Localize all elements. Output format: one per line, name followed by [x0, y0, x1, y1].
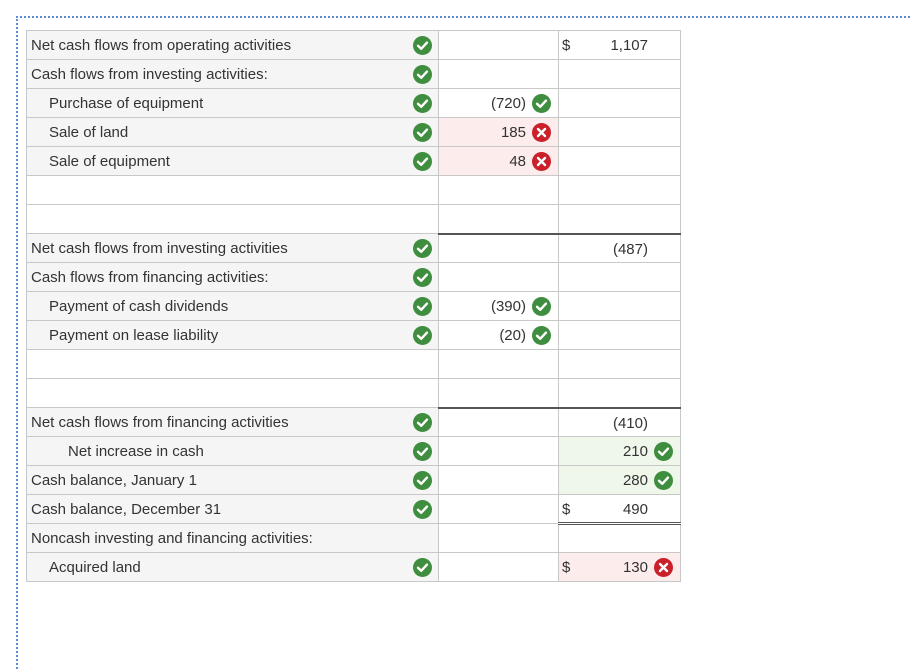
- account-label-cell[interactable]: [27, 118, 439, 147]
- account-label: Acquired land: [49, 558, 141, 576]
- total-amount: 210: [622, 443, 648, 460]
- total-amount: 1,107: [610, 37, 648, 54]
- table-row: [27, 234, 681, 263]
- table-row: [27, 495, 681, 524]
- detail-amount: 185: [500, 124, 526, 141]
- check-circle-icon: [532, 326, 551, 345]
- detail-amount-cell[interactable]: [439, 350, 559, 379]
- x-circle-icon: [532, 123, 551, 142]
- detail-amount-cell[interactable]: [439, 379, 559, 408]
- account-label-cell[interactable]: [27, 321, 439, 350]
- check-circle-icon: [413, 558, 432, 577]
- detail-amount-cell[interactable]: [439, 466, 559, 495]
- account-label: Cash balance, January 1: [31, 471, 197, 489]
- detail-amount-cell[interactable]: [439, 437, 559, 466]
- total-amount: 280: [622, 472, 648, 489]
- total-amount: (410): [612, 414, 648, 432]
- dollar-sign: $: [562, 559, 571, 576]
- total-amount-cell[interactable]: [559, 60, 681, 89]
- total-amount-cell[interactable]: [559, 466, 681, 495]
- table-row: [27, 205, 681, 234]
- detail-amount: (720): [490, 95, 526, 112]
- table-row: [27, 176, 681, 205]
- account-label-cell[interactable]: [27, 234, 439, 263]
- detail-amount-cell[interactable]: [439, 292, 559, 321]
- detail-amount-cell[interactable]: [439, 495, 559, 524]
- check-circle-icon: [532, 94, 551, 113]
- detail-amount-cell[interactable]: [439, 89, 559, 118]
- table-row: [27, 437, 681, 466]
- total-amount: 130: [622, 559, 648, 576]
- account-label: Purchase of equipment: [49, 94, 204, 112]
- check-circle-icon: [413, 36, 432, 55]
- account-label-cell[interactable]: [27, 350, 439, 379]
- table-row: [27, 321, 681, 350]
- detail-amount-cell[interactable]: [439, 408, 559, 437]
- check-circle-icon: [413, 471, 432, 490]
- check-circle-icon: [413, 239, 432, 258]
- account-label-cell[interactable]: [27, 176, 439, 205]
- account-label: Payment of cash dividends: [49, 297, 229, 315]
- account-label: Cash flows from financing activities:: [31, 268, 269, 286]
- account-label-cell[interactable]: [27, 379, 439, 408]
- table-row: [27, 263, 681, 292]
- total-amount-cell[interactable]: [559, 408, 681, 437]
- table-row: [27, 408, 681, 437]
- detail-amount-cell[interactable]: [439, 176, 559, 205]
- table-row: [27, 89, 681, 118]
- detail-amount-cell[interactable]: [439, 31, 559, 60]
- detail-amount-cell[interactable]: [439, 234, 559, 263]
- account-label-cell[interactable]: [27, 495, 439, 524]
- total-amount-cell[interactable]: [559, 321, 681, 350]
- table-row: [27, 553, 681, 582]
- total-amount-cell[interactable]: [559, 89, 681, 118]
- check-circle-icon: [413, 65, 432, 84]
- total-amount-cell[interactable]: [559, 350, 681, 379]
- total-amount-cell[interactable]: [559, 118, 681, 147]
- detail-amount-cell[interactable]: [439, 205, 559, 234]
- check-circle-icon: [532, 297, 551, 316]
- check-circle-icon: [413, 94, 432, 113]
- total-amount-cell[interactable]: [559, 176, 681, 205]
- account-label: Net increase in cash: [68, 442, 204, 460]
- account-label-cell[interactable]: [27, 263, 439, 292]
- check-circle-icon: [413, 442, 432, 461]
- detail-amount: (390): [490, 298, 526, 315]
- account-label: Sale of land: [49, 123, 129, 141]
- cash-flow-statement-table: [26, 30, 681, 582]
- detail-amount-cell[interactable]: [439, 147, 559, 176]
- account-label-cell[interactable]: [27, 466, 439, 495]
- detail-amount-cell[interactable]: [439, 524, 559, 553]
- x-circle-icon: [532, 152, 551, 171]
- account-label-cell[interactable]: [27, 292, 439, 321]
- account-label: Payment on lease liability: [49, 326, 219, 344]
- total-amount-cell[interactable]: [559, 147, 681, 176]
- check-circle-icon: [413, 152, 432, 171]
- table-row: [27, 466, 681, 495]
- table-row: [27, 60, 681, 89]
- detail-amount: 48: [509, 153, 526, 170]
- table-row: [27, 350, 681, 379]
- total-amount-cell[interactable]: [559, 234, 681, 263]
- x-circle-icon: [654, 558, 673, 577]
- account-label: Cash flows from investing activities:: [31, 65, 268, 83]
- check-circle-icon: [413, 297, 432, 316]
- account-label-cell[interactable]: [27, 60, 439, 89]
- total-amount: (487): [612, 240, 648, 258]
- account-label-cell[interactable]: [27, 524, 439, 553]
- total-amount-cell[interactable]: [559, 205, 681, 234]
- account-label-cell[interactable]: [27, 205, 439, 234]
- table-row: [27, 524, 681, 553]
- account-label: Noncash investing and financing activities:: [31, 529, 313, 547]
- account-label-cell[interactable]: [27, 147, 439, 176]
- frame-top-border: [16, 16, 910, 18]
- total-amount-cell[interactable]: [559, 292, 681, 321]
- total-amount-cell[interactable]: [559, 553, 681, 582]
- total-amount: 490: [622, 501, 648, 518]
- check-circle-icon: [413, 326, 432, 345]
- detail-amount-cell[interactable]: [439, 118, 559, 147]
- check-circle-icon: [654, 471, 673, 490]
- account-label: Net cash flows from operating activities: [31, 36, 292, 54]
- total-amount-cell[interactable]: [559, 495, 681, 524]
- total-amount-cell[interactable]: [559, 31, 681, 60]
- check-circle-icon: [413, 123, 432, 142]
- dollar-sign: $: [562, 501, 571, 518]
- table-row: [27, 292, 681, 321]
- total-amount-cell[interactable]: [559, 524, 681, 553]
- account-label-cell[interactable]: [27, 437, 439, 466]
- account-label-cell[interactable]: [27, 408, 439, 437]
- detail-amount-cell[interactable]: [439, 553, 559, 582]
- total-amount-cell[interactable]: [559, 437, 681, 466]
- table-row: [27, 31, 681, 60]
- check-circle-icon: [654, 442, 673, 461]
- check-circle-icon: [413, 500, 432, 519]
- account-label: Cash balance, December 31: [31, 500, 222, 518]
- detail-amount-cell[interactable]: [439, 263, 559, 292]
- account-label: Net cash flows from financing activities: [31, 413, 289, 431]
- table-row: [27, 379, 681, 408]
- check-circle-icon: [413, 268, 432, 287]
- table-row: [27, 118, 681, 147]
- dollar-sign: $: [562, 37, 571, 54]
- detail-amount-cell[interactable]: [439, 321, 559, 350]
- check-circle-icon: [413, 413, 432, 432]
- account-label-cell[interactable]: [27, 31, 439, 60]
- account-label-cell[interactable]: [27, 553, 439, 582]
- account-label: Sale of equipment: [49, 152, 170, 170]
- frame-left-border: [16, 16, 18, 669]
- account-label-cell[interactable]: [27, 89, 439, 118]
- table-row: [27, 147, 681, 176]
- detail-amount: (20): [499, 327, 526, 344]
- total-amount-cell[interactable]: [559, 263, 681, 292]
- detail-amount-cell[interactable]: [439, 60, 559, 89]
- account-label: Net cash flows from investing activities: [31, 239, 288, 257]
- total-amount-cell[interactable]: [559, 379, 681, 408]
